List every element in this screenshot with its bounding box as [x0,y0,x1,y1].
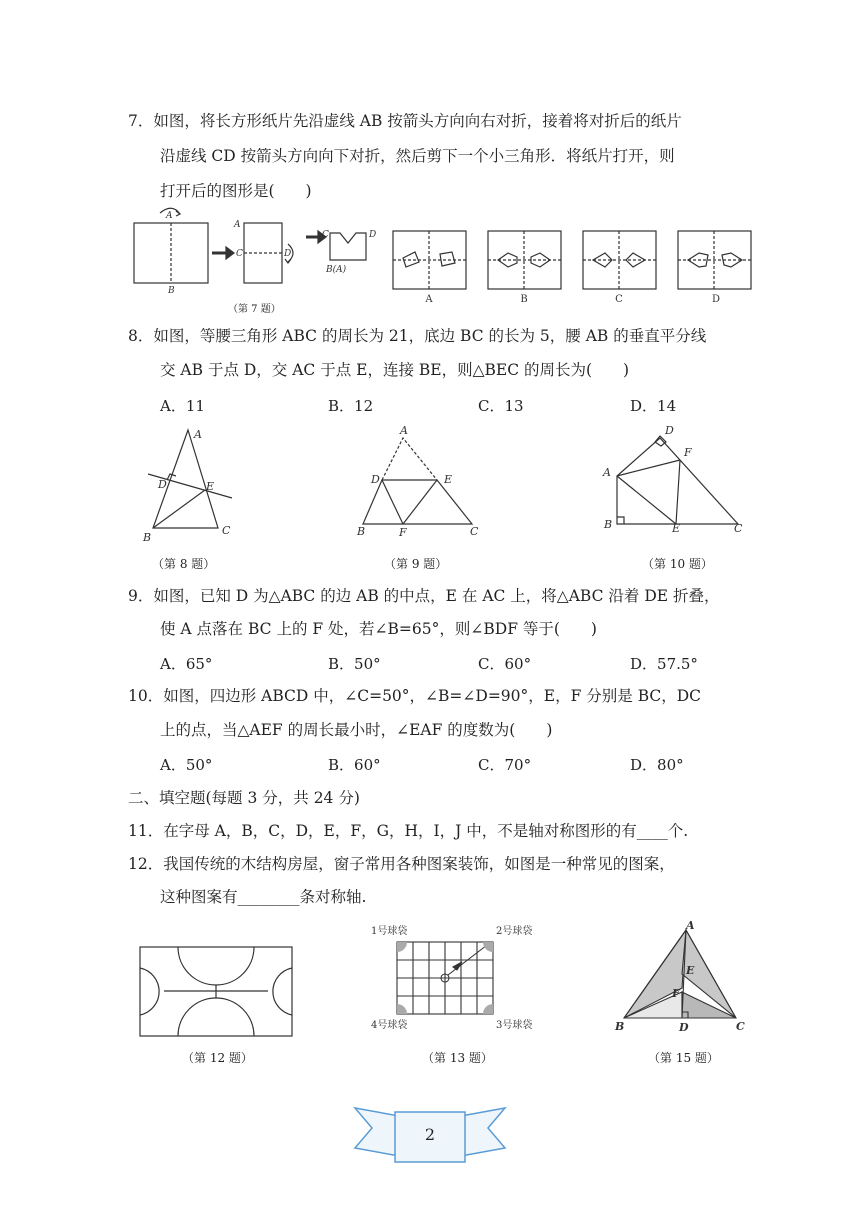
fig9-label-d: D [371,473,380,486]
fig7-label-ba: B(A) [326,265,347,275]
fig9-label-a: A [400,424,408,437]
figure-8 [0,420,860,550]
fig9-label-e: E [444,473,453,486]
q10-option-c: C．70° [478,756,532,774]
fig13-pocket-2: 2号球袋 [496,926,533,937]
q10-option-b: B．60° [328,756,381,774]
fig8-label-c: C [222,524,231,537]
fig15-label-e: E [686,964,695,977]
fig9-caption: （第 9 题） [384,557,448,571]
fig13-pocket-4: 4号球袋 [371,1020,408,1031]
fig7-label-a2: A [234,220,241,230]
fig13-caption: （第 13 题） [422,1051,493,1065]
fig12-caption: （第 12 题） [182,1051,253,1065]
q10-option-d: D．80° [630,756,684,774]
page-number: 2 [424,1125,436,1144]
fig10-caption: （第 10 题） [642,557,713,571]
fig7-option-a: A [425,294,433,305]
q9-line2: 使 A 点落在 BC 上的 F 处，若∠B=65°，则∠BDF 等于( ) [160,620,597,638]
fig15-label-d: D [679,1021,689,1034]
fig8-label-e: E [206,480,215,493]
q10-line1: 10．如图，四边形 ABCD 中，∠C=50°，∠B=∠D=90°，E，F 分别是 BC，DC [128,687,702,705]
fig8-label-b: B [143,531,152,544]
fig8-label-d: D [158,478,167,491]
q10-line2: 上的点，当△AEF 的周长最小时，∠EAF 的度数为( ) [160,721,553,739]
fig10-label-b: B [604,518,613,531]
fig7-label-c: C [236,249,243,259]
q7-line2: 沿虚线 CD 按箭头方向向下对折，然后剪下一个小三角形．将纸片打开，则 [160,147,675,165]
q12-line1: 12．我国传统的木结构房屋，窗子常用各种图案装饰，如图是一种常见的图案， [128,855,675,873]
fig15-label-b: B [615,1020,625,1033]
fig10-label-f: F [684,446,692,459]
fig7-option-d: D [711,294,721,305]
section-2-heading: 二、填空题(每题 3 分，共 24 分) [128,789,360,807]
fig10-label-e: E [672,522,681,535]
q8-option-b: B．12 [328,397,374,415]
fig7-label-d: D [284,249,292,259]
q10-option-a: A．50° [160,756,213,774]
fig7-label-d2: D [369,230,377,240]
q8-option-a: A．11 [160,397,205,415]
fig7-caption: （第 7 题） [228,304,281,315]
q8-option-d: D．14 [630,397,677,415]
fig7-option-c: C [615,294,623,305]
figure-12-13-15 [0,920,860,1050]
fig9-label-b: B [357,525,366,538]
fig7-label-c2: C [322,230,329,240]
q8-option-c: C．13 [478,397,524,415]
q9-line1: 9．如图，已知 D 为△ABC 的边 AB 的中点，E 在 AC 上，将△ABC 沿着 DE 折叠， [128,587,720,605]
fig7-label-b: B [168,286,175,296]
q9-option-b: B．50° [328,655,381,673]
fig13-pocket-1: 1号球袋 [371,926,408,937]
q9-option-a: A．65° [160,655,213,673]
q7-line1: 7．如图，将长方形纸片先沿虚线 AB 按箭头方向向右对折，接着将对折后的纸片 [128,112,682,130]
fig10-label-c: C [734,522,743,535]
fig9-label-c: C [470,525,479,538]
fig7-label-a: A [166,211,173,221]
q7-line3: 打开后的图形是( ) [160,182,312,200]
q11-text: 11．在字母 A，B，C，D，E，F，G，H，I，J 中，不是轴对称图形的有____个. [128,822,689,840]
fig10-label-a: A [603,466,611,479]
fig9-label-f: F [399,526,407,539]
fig8-label-a: A [194,428,202,441]
fig8-caption: （第 8 题） [152,557,216,571]
q8-line1: 8．如图，等腰三角形 ABC 的周长为 21，底边 BC 的长为 5，腰 AB 的垂直平分线 [128,327,707,345]
fig15-label-f: F [672,987,680,1000]
fig15-label-a: A [686,919,695,932]
fig7-option-b: B [520,294,528,305]
q8-line2: 交 AB 于点 D，交 AC 于点 E，连接 BE，则△BEC 的周长为( ) [160,361,630,379]
q9-option-d: D．57.5° [630,655,698,673]
figure-7 [0,200,860,310]
q9-option-c: C．60° [478,655,532,673]
fig10-label-d: D [665,424,674,437]
fig15-label-c: C [736,1020,745,1033]
q12-line2: 这种图案有________条对称轴. [160,888,367,906]
fig13-pocket-3: 3号球袋 [496,1020,533,1031]
fig15-caption: （第 15 题） [648,1051,719,1065]
